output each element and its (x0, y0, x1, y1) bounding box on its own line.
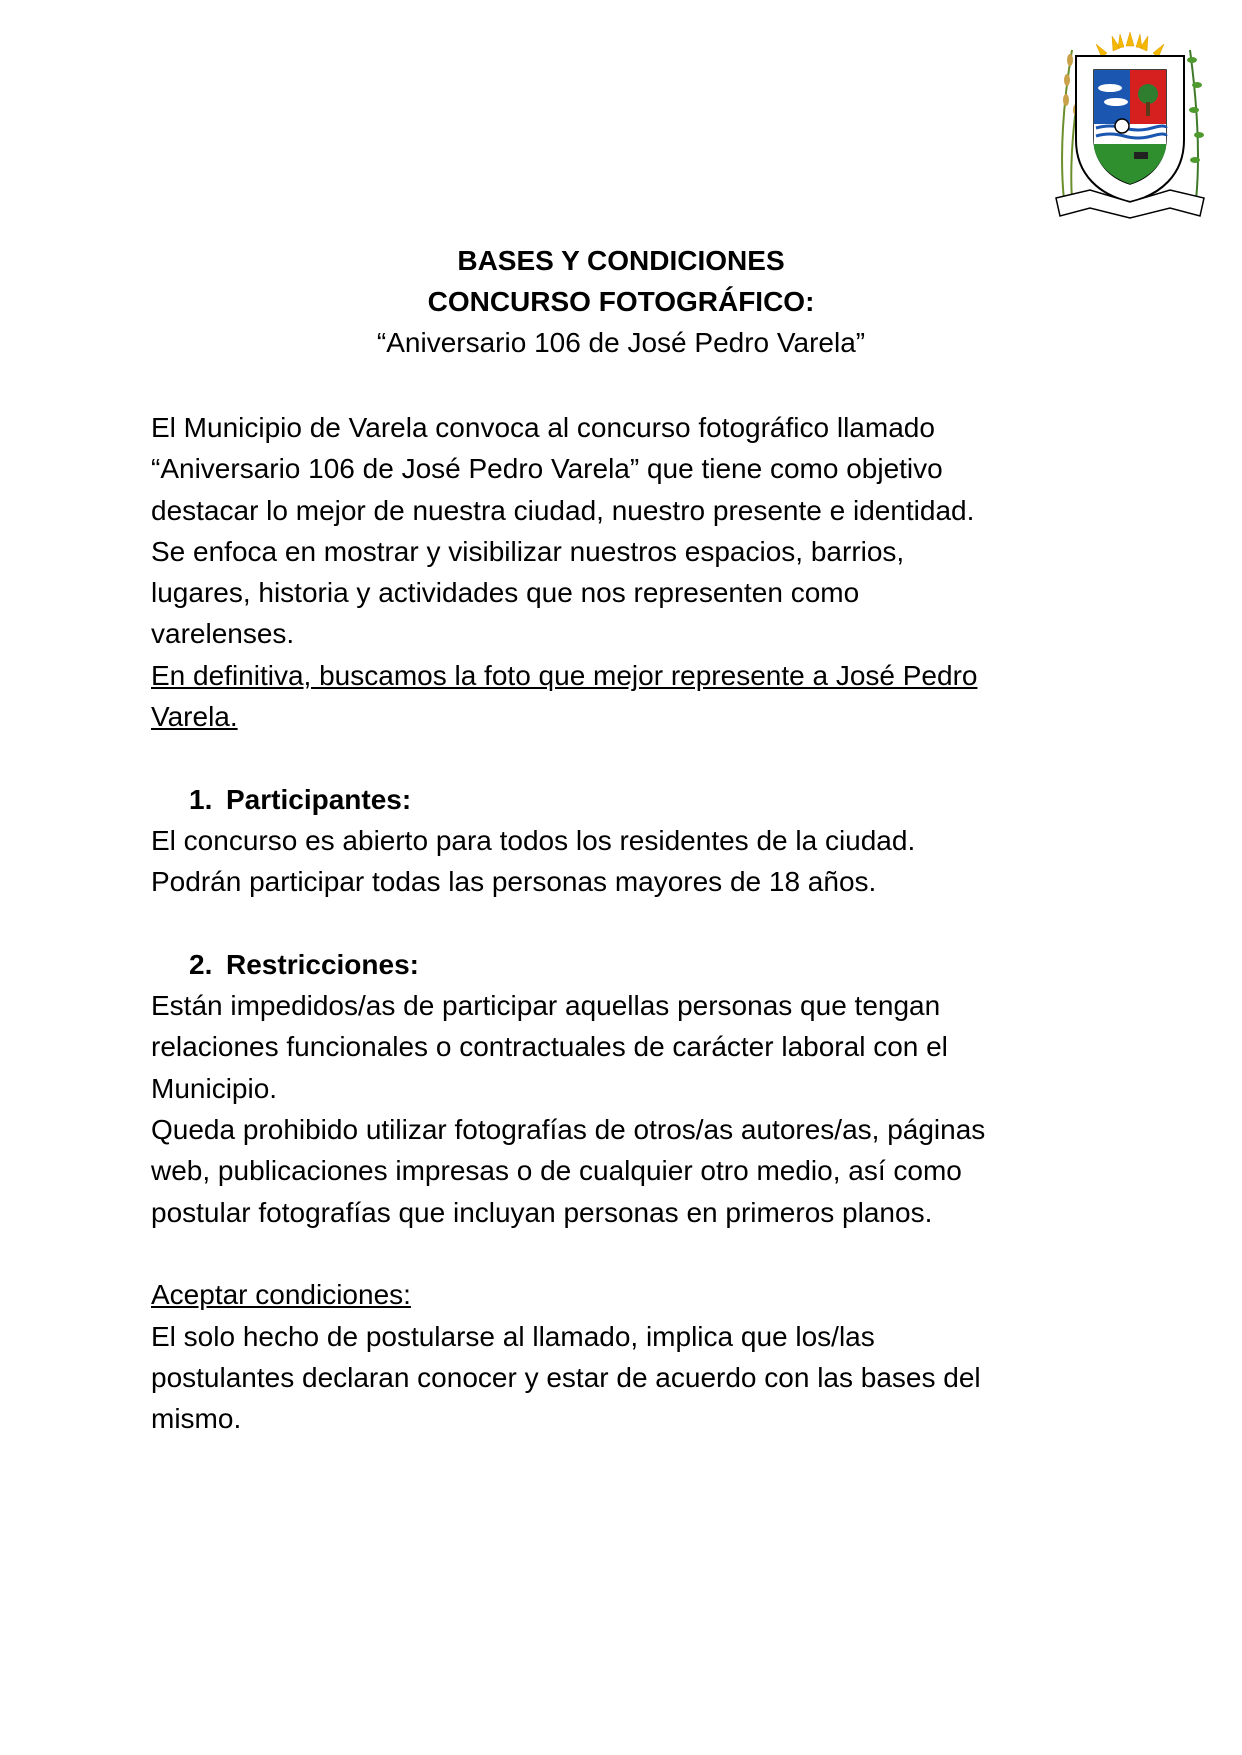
intro-line: destacar lo mejor de nuestra ciudad, nuestro presente e identidad. (151, 494, 975, 526)
accept-line: El solo hecho de postularse al llamado, implica que los/las (151, 1320, 875, 1352)
section-line: Municipio. (151, 1072, 278, 1104)
municipal-crest-logo (1050, 30, 1210, 220)
accept-line: mismo. (151, 1403, 242, 1435)
section-heading-participantes (151, 779, 1111, 820)
intro-line: varelenses. (151, 618, 295, 650)
section-line: web, publicaciones impresas o de cualquier otro medio, así como (151, 1155, 962, 1187)
document-title: BASES Y CONDICIONES (457, 245, 785, 276)
accept-line: postulantes declaran conocer y estar de acuerdo con las bases del (151, 1361, 981, 1393)
intro-line: Se enfoca en mostrar y visibilizar nuestros espacios, barrios, (151, 535, 905, 567)
section-heading-restricciones (151, 944, 1111, 985)
section-title: Restricciones: (226, 948, 419, 980)
document-body (151, 407, 1111, 1439)
intro-line: El Municipio de Varela convoca al concurso fotográfico llamado (151, 412, 935, 443)
intro-summary-line: En definitiva, buscamos la foto que mejor represente a José Pedro (151, 659, 978, 691)
section-number: 1. (189, 783, 213, 815)
intro-line: “Aniversario 106 de José Pedro Varela” que tiene como objetivo (151, 453, 943, 485)
section-line: postular fotografías que incluyan personas en primeros planos. (151, 1196, 933, 1228)
section-number: 2. (189, 948, 213, 980)
document-header (0, 240, 1242, 363)
section-line: Están impedidos/as de participar aquellas personas que tengan (151, 990, 941, 1022)
section-line: Podrán participar todas las personas mayores de 18 años. (151, 866, 877, 898)
section-line: relaciones funcionales o contractuales de carácter laboral con el (151, 1031, 948, 1063)
intro-line: lugares, historia y actividades que nos representen como (151, 577, 860, 609)
contest-name: “Aniversario 106 de José Pedro Varela” (376, 327, 866, 358)
intro-summary-line: Varela. (151, 701, 238, 733)
accept-heading: Aceptar condiciones: (151, 1279, 411, 1311)
document-subtitle: CONCURSO FOTOGRÁFICO: (427, 286, 815, 317)
section-line: El concurso es abierto para todos los residentes de la ciudad. (151, 824, 916, 856)
section-title: Participantes: (226, 783, 412, 815)
crest-emblem-icon (1050, 30, 1210, 220)
section-line: Queda prohibido utilizar fotografías de otros/as autores/as, páginas (151, 1114, 986, 1146)
